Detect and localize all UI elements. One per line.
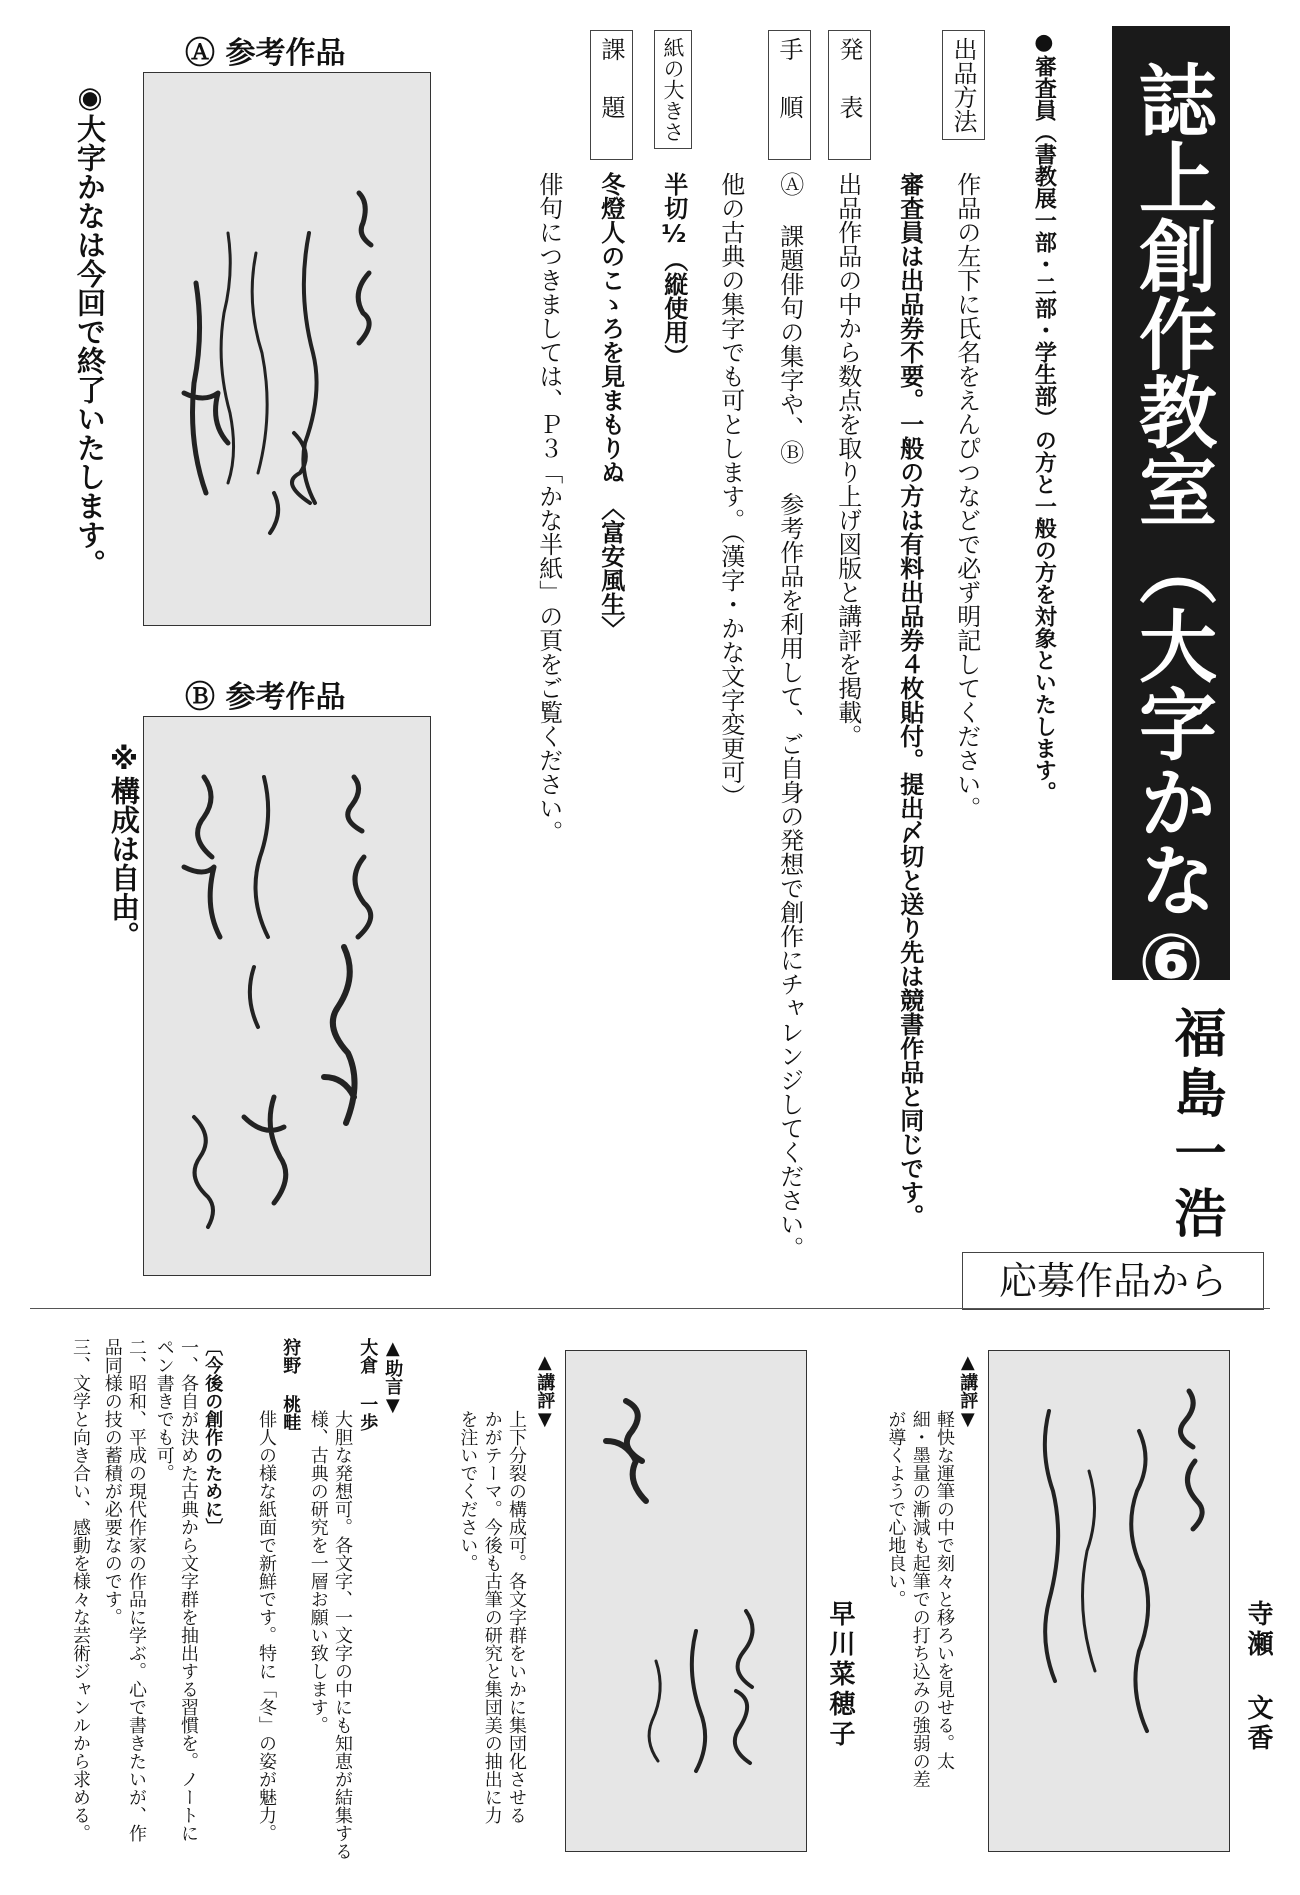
advice-text-2: 俳人の様な紙面で新鮮です。特に「冬」の姿が魅力。 bbox=[256, 1410, 277, 1842]
future-label: 〔今後の創作のために〕 bbox=[202, 1338, 224, 1536]
page-title: 誌上創作教室（大字かな⑥） bbox=[1112, 26, 1230, 980]
entry-1-calligraphy bbox=[989, 1351, 1229, 1851]
entry-1-name: 寺瀬 文香 bbox=[1243, 1600, 1273, 1754]
entry-1-artwork bbox=[988, 1350, 1230, 1852]
entry-2-name: 早川菜穂子 bbox=[825, 1600, 855, 1750]
author-name: 福島一浩 bbox=[1165, 1006, 1225, 1246]
advice-text-1: 大胆な発想可。各文字、一文字の中にも知恵が結集する様、古典の研究を一層お願い致します。 bbox=[307, 1410, 353, 1860]
method-line-2: 審査員は出品券不要。一般の方は有料出品券４枚貼付。提出〆切と送り先は競書作品と同じです。 bbox=[895, 172, 924, 1228]
advice-name-1: 大倉 一歩 bbox=[357, 1338, 379, 1431]
procedure-line-2: 他の古典の集字でも可とします。（漢字・かな文字変更可） bbox=[716, 172, 745, 808]
entry-1-review-label: ▲講評▼ bbox=[957, 1352, 979, 1430]
entry-1-review: 軽快な運筆の中で刻々と移ろいを見せる。太細・墨量の漸減も起筆での打ち込みの強弱の差が導くようで心地良い。 bbox=[885, 1410, 955, 1788]
entry-2-calligraphy bbox=[566, 1351, 806, 1851]
theme-label: 課題 bbox=[590, 30, 633, 160]
advice-name-2: 狩野 桃畦 bbox=[280, 1338, 302, 1431]
ref-b-artwork bbox=[143, 716, 431, 1276]
ref-b-caption: Ⓑ 参考作品 bbox=[185, 680, 346, 715]
procedure-label: 手順 bbox=[768, 30, 811, 160]
entry-2-review: 上下分裂の構成可。各文字群をいかに集団化させるかがテーマ。今後も古筆の研究と集団美の抽出に力を注いでください。 bbox=[457, 1410, 527, 1824]
future-item-2: 二、昭和、平成の現代作家の作品に学ぶ。心で書きたいが、作品同様の技の蓄積が必要なのです。 bbox=[101, 1338, 147, 1842]
ref-b-calligraphy bbox=[144, 717, 430, 1275]
judges-note: ●審査員（書教展一部・二部・学生部）の方と一般の方を対象といたします。 bbox=[1031, 30, 1057, 803]
submissions-heading: 応募作品から bbox=[962, 1252, 1264, 1310]
paper-label: 紙の大きさ bbox=[654, 30, 692, 149]
ref-a-note: ◉大字かなは今回で終了いたします。 bbox=[73, 80, 107, 578]
advice-label: ▲助言▼ bbox=[382, 1338, 404, 1416]
announce-line: 出品作品の中から数点を取り上げ図版と講評を掲載。 bbox=[833, 172, 862, 748]
future-item-1: 一、各自が決めた古典から文字群を抽出する習慣を。ノートにペン書きでも可。 bbox=[153, 1338, 199, 1842]
theme-note: 俳句につきましては、Ｐ３「かな半紙」の頁をご覧ください。 bbox=[534, 172, 563, 844]
theme-haiku: 冬燈人のこゝろを見まもりぬ 〈富安風生〉 bbox=[596, 172, 625, 640]
ref-b-note: ※構成は自由。 bbox=[107, 742, 141, 950]
method-label: 出品方法 bbox=[942, 30, 985, 140]
ref-a-artwork bbox=[143, 72, 431, 626]
method-line-1: 作品の左下に氏名をえんぴつなどで必ず明記してください。 bbox=[952, 172, 981, 820]
future-item-3: 三、文学と向き合い、感動を様々な芸術ジャンルから求める。 bbox=[70, 1338, 91, 1842]
procedure-line-1: Ⓐ 課題俳句の集字や、Ⓑ 参考作品を利用して、ご自身の発想で創作にチャレンジしてください。 bbox=[775, 172, 804, 1260]
section-divider bbox=[30, 1308, 1270, 1309]
announce-label: 発表 bbox=[828, 30, 871, 160]
ref-a-caption: Ⓐ 参考作品 bbox=[185, 36, 346, 71]
entry-2-review-label: ▲講評▼ bbox=[534, 1352, 556, 1430]
entry-2-artwork bbox=[565, 1350, 807, 1852]
paper-line: 半切½（縦使用） bbox=[659, 172, 688, 368]
ref-a-calligraphy bbox=[144, 73, 430, 625]
